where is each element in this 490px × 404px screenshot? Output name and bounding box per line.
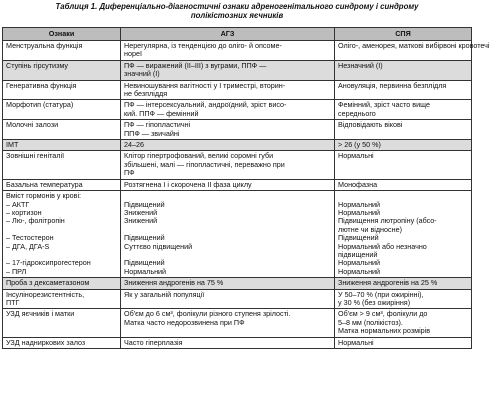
diagnostic-table	[2, 27, 490, 349]
cell-sign	[3, 278, 121, 289]
cell-text-line: Монофазна	[338, 179, 378, 189]
cell-spy	[335, 100, 472, 120]
cell-agz	[121, 80, 335, 100]
cell-sign	[3, 120, 121, 140]
cell-text-line: – кортизон	[6, 207, 42, 217]
cell-text-line: Підвищений	[124, 258, 165, 268]
cell-text-line: – Лю-, фолітропін	[6, 216, 65, 226]
table-body	[3, 41, 490, 349]
cell-agz	[121, 179, 335, 190]
cell-agz	[121, 120, 335, 140]
table-row	[3, 151, 472, 179]
cell-agz	[121, 151, 335, 179]
cell-sign	[3, 41, 121, 61]
cell-text-line: Нормальний	[338, 266, 381, 276]
cell-spy	[335, 41, 490, 61]
cell-text-line: Нормальний	[338, 199, 381, 209]
cell-text-line: ІМТ	[6, 140, 19, 150]
cell-sign	[3, 337, 121, 348]
cell-spy	[335, 289, 472, 309]
cell-text-line: Морфотип (статура)	[6, 100, 74, 110]
cell-text-line: Відповідають вікові	[338, 120, 403, 130]
cell-text-line: У 50–70 % (при ожирінні),	[338, 289, 424, 299]
cell-spy	[335, 151, 472, 179]
cell-sign	[3, 100, 121, 120]
cell-text-line: ПФ — гіпопластичні	[124, 120, 191, 130]
cell-text-line: Підвищення лютропіну (абсо-	[338, 216, 437, 226]
cell-text-line: Клітор гіпертрофований, великі соромні губи	[124, 151, 274, 161]
cell-spy	[335, 309, 472, 337]
cell-text-line: Об'єм > 9 см³, фолікули до	[338, 309, 428, 319]
cell-text-line: середнього	[338, 108, 376, 118]
cell-text-line: 24–26	[124, 140, 144, 150]
cell-text-line: нореї	[124, 49, 142, 59]
cell-text-line: Матка часто недорозвинена при ПФ	[124, 317, 245, 327]
cell-text-line: Суттєво підвищений	[124, 241, 193, 251]
cell-text-line: кий. ППФ — фемінний	[124, 108, 199, 118]
cell-text-line: Генеративна функція	[6, 80, 77, 90]
cell-text-line: Нормальні	[338, 151, 374, 161]
table-row	[3, 179, 472, 190]
cell-text-line: > 26 (у 50 %)	[338, 140, 381, 150]
cell-spy	[335, 140, 472, 151]
cell-text-line: Зовнішні геніталії	[6, 151, 65, 161]
cell-text-line: Зниження андрогенів на 75 %	[124, 278, 224, 288]
cell-sign	[3, 309, 121, 337]
cell-text-line: Підвищений	[124, 233, 165, 243]
caption-line: полікістозних яєчників	[190, 11, 284, 20]
table-row	[3, 60, 472, 80]
cell-text-line: – ДГА, ДГА-S	[6, 241, 50, 251]
cell-text-line: ППФ — звичайні	[124, 128, 180, 138]
cell-agz	[121, 278, 335, 289]
cell-text-line: Ановуляція, первинна безплідля	[338, 80, 447, 90]
cell-text-line: Об'єм до 6 см³, фолікули різного ступеня зрілості.	[124, 309, 291, 319]
cell-text-line: Нерегулярна, із тенденцією до оліго- й опсоме-	[124, 41, 282, 50]
cell-agz	[121, 140, 335, 151]
cell-agz	[121, 289, 335, 309]
cell-text-line: Знижений	[124, 216, 158, 226]
table-caption	[0, 0, 474, 27]
table-row	[3, 41, 472, 61]
cell-text-line: ПФ — інтерсексуальний, андроїдний, зріст висо-	[124, 100, 287, 110]
cell-text-line: Ступінь гірсутизму	[6, 60, 68, 70]
table-row	[3, 100, 472, 120]
cell-sign	[3, 60, 121, 80]
cell-text-line: – 17-гідроксипрогестерон	[6, 258, 91, 268]
cell-text-line: Менструальна функція	[6, 41, 83, 50]
cell-spy	[335, 278, 472, 289]
cell-spy	[335, 191, 472, 278]
cell-text-line: підвищений	[338, 249, 378, 259]
cell-text-line: УЗД надниркових залоз	[6, 337, 86, 347]
cell-text-line: Знижений	[124, 207, 158, 217]
cell-text-line: не безпліддя	[124, 89, 168, 99]
cell-text-line: Вміст гормонів у крові:	[6, 191, 82, 201]
cell-text-line: ПФ — виражений (II–III) з вуграми, ППФ —	[124, 60, 267, 70]
cell-text-line: Фемінний, зріст часто вище	[338, 100, 430, 110]
cell-text-line: Підвищений	[338, 233, 379, 243]
cell-text-line: Нормальний	[338, 258, 381, 268]
cell-text-line: Нормальний	[124, 266, 167, 276]
cell-spy	[335, 337, 472, 348]
header-spy: СПЯ	[335, 28, 472, 41]
cell-text-line: Молочні залози	[6, 120, 59, 130]
cell-text-line: Підвищений	[124, 199, 165, 209]
cell-text-line: Зниження андрогенів на 25 %	[338, 278, 438, 288]
cell-text-line: збільшені, малі — гіпопластичні, переважно при	[124, 159, 285, 169]
cell-text-line: Як у загальній популяції	[124, 289, 205, 299]
table-row	[3, 191, 472, 278]
caption-line: Таблиця 1. Диференціально-діагностичні ознаки адреногенітального синдрому і синдрому	[55, 2, 419, 11]
cell-text-line: – ПРЛ	[6, 266, 27, 276]
cell-text-line: ПФ	[124, 168, 135, 178]
cell-spy	[335, 80, 472, 100]
table-row	[3, 278, 472, 289]
cell-text-line: Оліго-, аменорея, маткові вибірвоні кровотечі	[338, 41, 490, 50]
table-header-row	[3, 28, 472, 41]
table-row	[3, 120, 472, 140]
cell-text-line: Невиношування вагітності у I триместрі, вторин-	[124, 80, 286, 90]
cell-text-line: Нормальний	[338, 207, 381, 217]
table-row	[3, 309, 472, 337]
cell-text-line: Часто гіперплазія	[124, 337, 183, 347]
cell-spy	[335, 179, 472, 190]
table-row	[3, 80, 472, 100]
cell-text-line: Незначний (I)	[338, 60, 383, 70]
table-row	[3, 289, 472, 309]
cell-text-line: 5–8 мм (полікістоз).	[338, 317, 403, 327]
cell-spy	[335, 120, 472, 140]
cell-sign	[3, 140, 121, 151]
table-row	[3, 140, 472, 151]
cell-text-line: Матка нормальних розмірів	[338, 326, 431, 336]
cell-text-line: – АКТГ	[6, 199, 30, 209]
cell-text-line: значний (I)	[124, 69, 160, 79]
cell-text-line: лютне чи відносне)	[338, 224, 402, 234]
cell-sign	[3, 151, 121, 179]
cell-agz	[121, 41, 335, 61]
cell-text-line: – Тестостерон	[6, 233, 54, 243]
cell-agz	[121, 100, 335, 120]
header-signs: Ознаки	[3, 28, 121, 41]
cell-text-line: у 30 % (без ожиріння)	[338, 297, 411, 307]
cell-text-line: УЗД яєчників і матки	[6, 309, 75, 319]
cell-agz	[121, 191, 335, 278]
cell-text-line: Нормальні	[338, 337, 374, 347]
cell-text-line: ПТГ	[6, 297, 20, 307]
cell-text-line: Розтягнена I і скорочена II фаза циклу	[124, 179, 252, 189]
cell-sign	[3, 80, 121, 100]
header-agz: АГЗ	[121, 28, 335, 41]
cell-text-line: Базальна температура	[6, 179, 83, 189]
cell-sign	[3, 289, 121, 309]
cell-sign	[3, 191, 121, 278]
cell-text-line: Нормальний або незначно	[338, 241, 427, 251]
cell-text-line: Проба з дексаметазоном	[6, 278, 90, 288]
cell-agz	[121, 309, 335, 337]
cell-agz	[121, 337, 335, 348]
cell-agz	[121, 60, 335, 80]
cell-spy	[335, 60, 472, 80]
cell-sign	[3, 179, 121, 190]
table-row	[3, 337, 472, 348]
cell-text-line: Інсулінорезистентність,	[6, 289, 85, 299]
